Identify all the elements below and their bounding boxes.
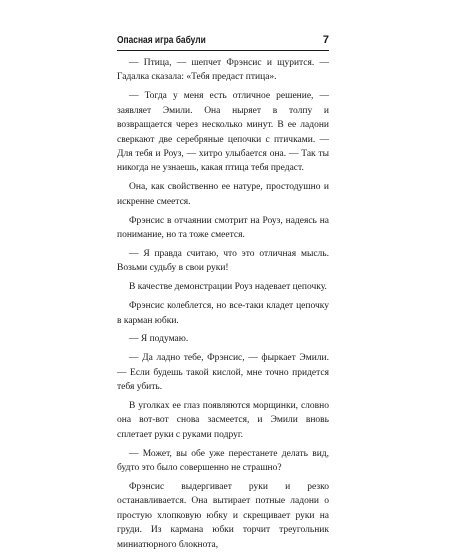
paragraph: В качестве демонстрации Роуз надевает цепочку. (129, 282, 327, 293)
paragraph: Фрэнсис колеблется, но все-таки кладет цепочку в карман юбки. (117, 301, 329, 326)
paragraph: В уголках ее глаз появляются морщинки, словно она вот-вот снова засмеется, и Эмили вновь сплетает руки с руками подруг. (117, 401, 329, 440)
paragraph: — Птица, — шепчет Фрэнсис и щурится. — Гадалка сказала: «Тебя предаст птица». (117, 58, 329, 83)
paragraph: Фрэнсис выдергивает руки и резко останавливается. Она вытирает потные ладони о простую хлопковую юбку и скрещивает руки на груди. Из кармана юбки торчит треугольник миниатюрного блокнота, (117, 482, 329, 550)
paragraph: Она, как свойственно ее натуре, простодушно и искренне смеется. (117, 182, 329, 207)
paragraph: — Может, вы обе уже перестанете делать вид, будто это было совершенно не страшно? (117, 448, 329, 474)
paragraph: — Тогда у меня есть отличное решение, — заявляет Эмили. Она ныряет в толпу и возвращается через несколько минут. В ее ладони сверкают две серебряные цепочки с птичками. — Для тебя и Роуз, — хитро улыбается она. — Так ты никогда не узнаешь, какая птица тебя предаст. (117, 91, 329, 174)
paragraph: Фрэнсис в отчаянии смотрит на Роуз, надеясь на понимание, но та тоже смеется. (117, 215, 329, 240)
running-title: Опасная игра бабули (117, 34, 206, 46)
paragraph: — Я подумаю. (129, 334, 189, 345)
page-number: 7 (322, 34, 329, 46)
paragraph: — Я правда считаю, что это отличная мысль. Возьми судьбу в свои руки! (117, 248, 329, 274)
paragraph: — Да ладно тебе, Фрэнсис, — фыркает Эмили. — Если будешь такой кислой, мне точно придется тебя убить. (117, 353, 329, 393)
running-head (117, 34, 329, 51)
body-text (117, 56, 329, 557)
